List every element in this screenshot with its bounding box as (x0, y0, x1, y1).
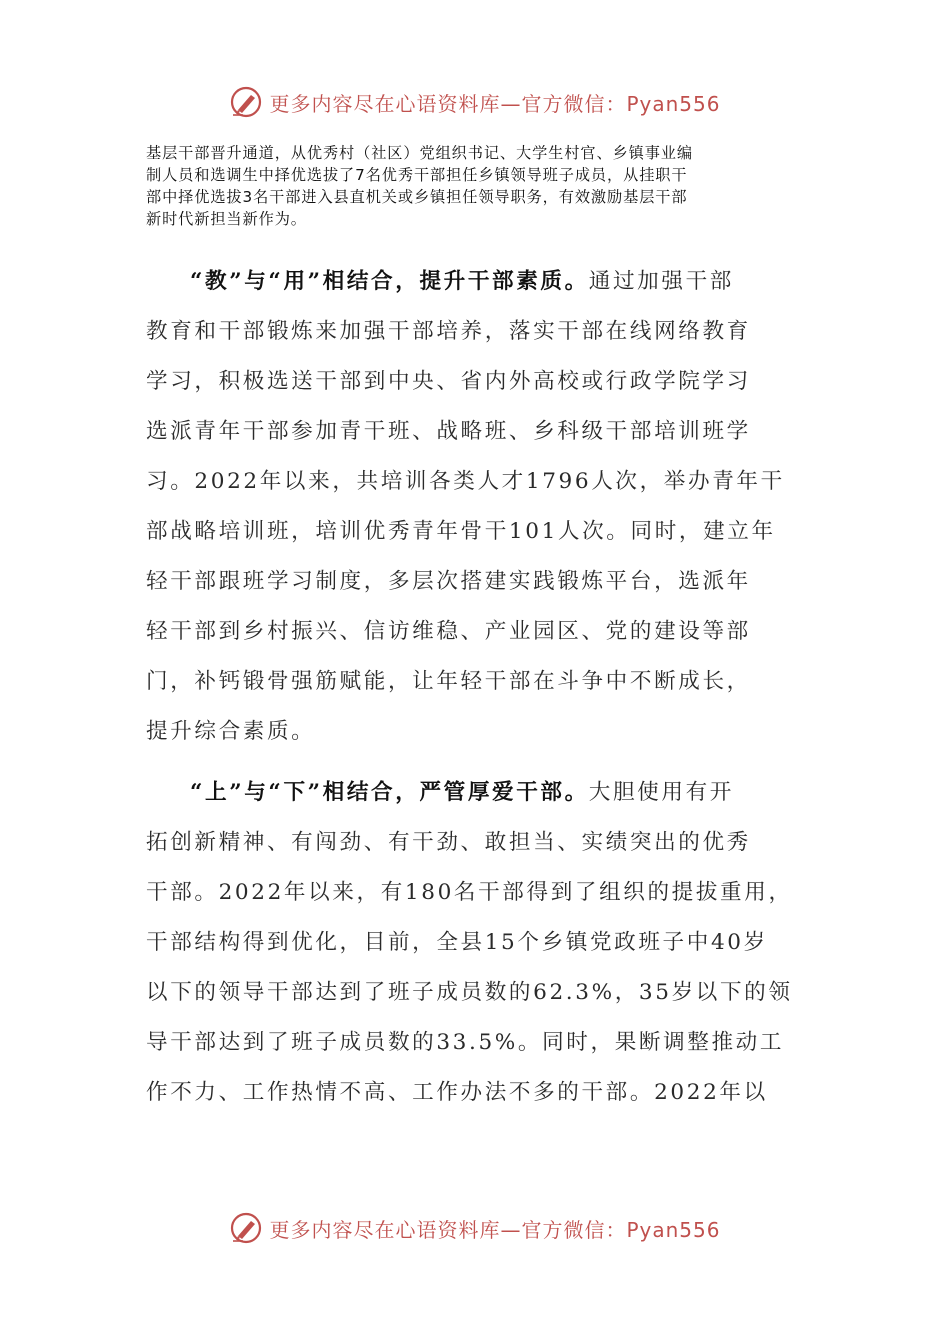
paragraph-line: 习。2022年以来，共培训各类人才1796人次，举办青年干 (146, 469, 785, 494)
intro-line: 基层干部晋升通道，从优秀村（社区）党组织书记、大学生村官、乡镇事业编 (146, 144, 693, 162)
intro-line: 制人员和选调生中择优选拔了7名优秀干部担任乡镇领导班子成员，从挂职干 (146, 166, 688, 184)
paragraph-line: 学习，积极选送干部到中央、省内外高校或行政学院学习 (146, 369, 751, 394)
paragraph-line: 提升综合素质。 (146, 719, 316, 744)
paragraph-first-line (146, 257, 826, 307)
paragraph-line: 选派青年干部参加青干班、战略班、乡科级干部培训班学 (146, 419, 751, 444)
paragraph-line: 干部结构得到优化，目前，全县15个乡镇党政班子中40岁 (146, 930, 768, 955)
paragraph-lead-heading: “教”与“用”相结合，提升干部素质。 (190, 269, 589, 294)
paragraph-line: 轻干部到乡村振兴、信访维稳、产业园区、党的建设等部 (146, 619, 751, 644)
intro-line: 新时代新担当新作为。 (146, 210, 307, 228)
paragraph-management (146, 768, 826, 1118)
paragraph-text: 大胆使用有开 (588, 780, 734, 805)
intro-line: 部中择优选拔3名干部进入县直机关或乡镇担任领导职务，有效激励基层干部 (146, 188, 688, 206)
header-banner (0, 82, 950, 122)
paragraph-line: 部战略培训班，培训优秀青年骨干101人次。同时，建立年 (146, 519, 776, 544)
paragraph-line: 以下的领导干部达到了班子成员数的62.3%，35岁以下的领 (146, 980, 793, 1005)
paragraph-line: 轻干部跟班学习制度，多层次搭建实践锻炼平台，选派年 (146, 569, 751, 594)
paragraph-first-line (146, 768, 826, 818)
paragraph-line: 教育和干部锻炼来加强干部培养，落实干部在线网络教育 (146, 319, 751, 344)
paragraph-line: 拓创新精神、有闯劲、有干劲、敢担当、实绩突出的优秀 (146, 830, 751, 855)
footer-banner (0, 1208, 950, 1248)
paragraph-text: 通过加强干部 (588, 269, 734, 294)
pen-nib-logo-icon (229, 85, 263, 119)
pen-nib-logo-icon (229, 1211, 263, 1245)
paragraph-line: 作不力、工作热情不高、工作办法不多的干部。2022年以 (146, 1080, 768, 1105)
paragraph-line: 导干部达到了班子成员数的33.5%。同时，果断调整推动工 (146, 1030, 785, 1055)
paragraph-lead-heading: “上”与“下”相结合，严管厚爱干部。 (190, 780, 589, 805)
paragraph-line: 门，补钙锻骨强筋赋能，让年轻干部在斗争中不断成长， (146, 669, 751, 694)
footer-banner-text: 更多内容尽在心语资料库—官方微信：Pyan556 (269, 1217, 721, 1242)
paragraph-education (146, 257, 826, 757)
intro-paragraph (146, 142, 812, 230)
header-banner-text: 更多内容尽在心语资料库—官方微信：Pyan556 (269, 91, 721, 116)
paragraph-line: 干部。2022年以来，有180名干部得到了组织的提拔重用， (146, 880, 793, 905)
